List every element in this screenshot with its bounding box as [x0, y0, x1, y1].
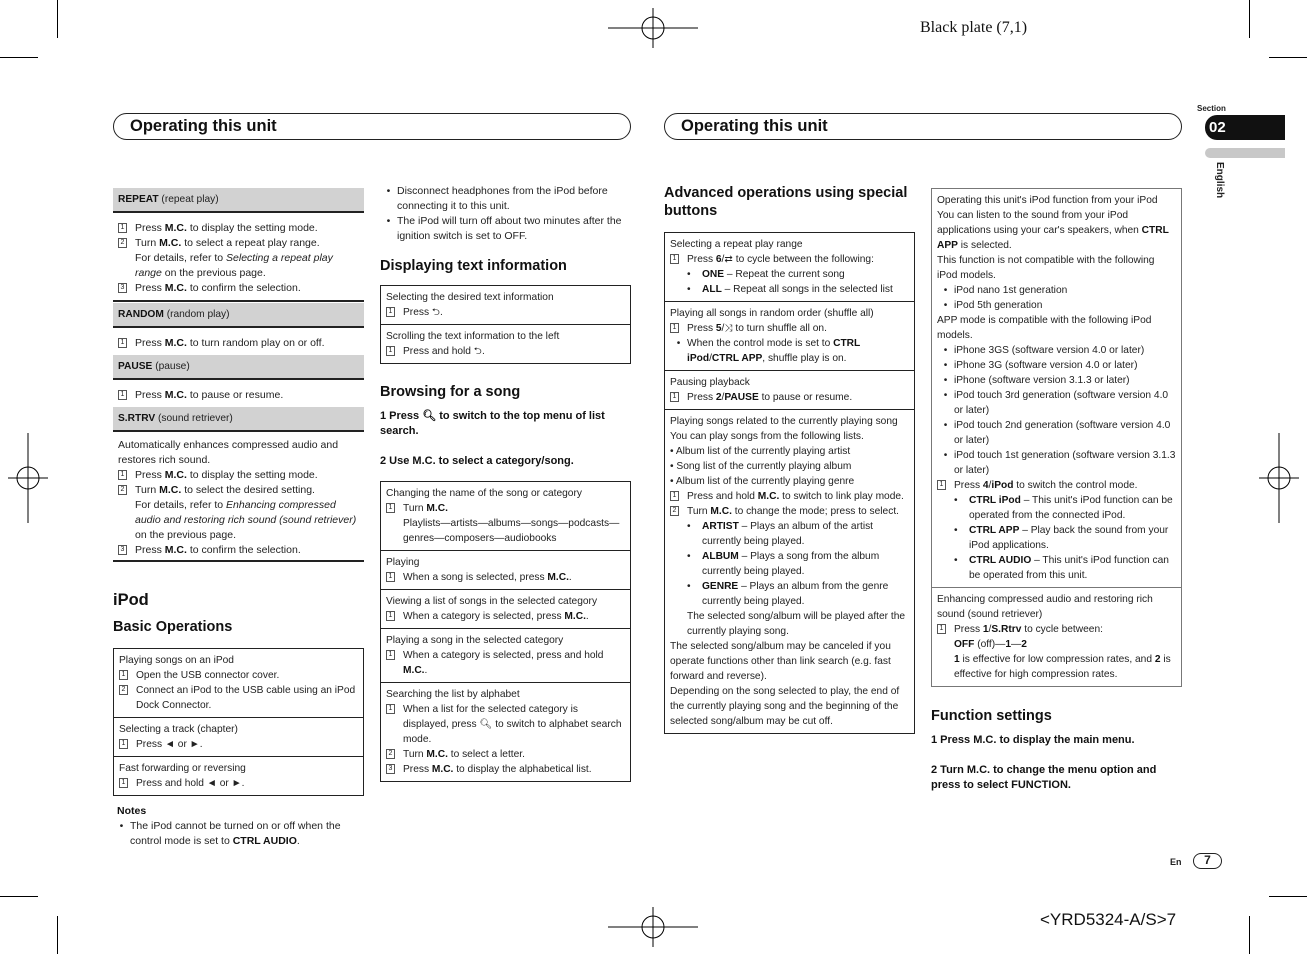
search-icon: 🔍︎: [422, 410, 437, 422]
section-tab: [1205, 115, 1285, 140]
section-number: 02: [1209, 119, 1226, 136]
table-row: Selecting a track (chapter) 1 Press ◄ or ►.: [114, 718, 363, 757]
function-settings-title: Function settings: [931, 708, 1052, 724]
display-table: [380, 285, 631, 364]
page-language-code: En: [1170, 857, 1182, 867]
crop-mark: [0, 896, 38, 897]
search-icon: 🔍︎: [479, 719, 493, 730]
registration-mark-icon: [8, 433, 48, 523]
table-row: Playing songs on an iPod 1 Open the USB connector cover. 2 Connect an iPod to the USB cable using an iPod Dock Connector.: [114, 649, 363, 718]
random-block: RANDOM (random play) 1 Press M.C. to turn random play on or off.: [113, 303, 364, 355]
table-row: Playing songs related to the currently playing song You can play songs from the following lists. • Album list of the currently playing artist • Song list of the currently playing album • Album list of the currently playing genre 1 Press and hold M.C. to switch to link play mode. 2 Turn M.C. to change the mode; press to select. • ARTIST – Plays an album of the artist currently being played. • ALBUM – Plays a song from the album currently being played. • GENRE – Plays an album from the genre currently being played. The selected song/album will be played after the currently playing song. The selected song/album may be canceled if you operate functions other than link search (e.g. fast forward and reverse). Depending on the song selected to play, the end of the currently playing song and the beginning of the selected song/album may be cut off.: [670, 416, 906, 727]
advanced-table: [664, 232, 915, 734]
table-row: Selecting a repeat play range 1 Press 6/⇄ to cycle between the following: • ONE – Repeat the current song • ALL – Repeat all songs in the selected list: [665, 233, 914, 302]
table-row: Scrolling the text information to the left 1 Press and hold ⮌.: [386, 331, 560, 357]
browsing-title: Browsing for a song: [380, 384, 521, 400]
srtrv-block: S.RTRV (sound retriever) Automatically enhances compressed audio and restores rich sound. 1 Press M.C. to display the setting mode. 2 Turn M.C. to select the desired setting. For details, refer to Enhancing compressed audio and restoring rich sound (sound retriever) on the previous page. 3 Press M.C. to confirm the selection.: [113, 407, 364, 562]
right-page-header: [664, 113, 1182, 140]
random-heading: RANDOM (random play): [113, 303, 364, 328]
column-2: [380, 184, 631, 782]
language-label: English: [1214, 162, 1225, 199]
table-row: Playing 1 When a song is selected, press M.C..: [381, 551, 630, 590]
basic-operations-title: Basic Operations: [113, 619, 233, 635]
repeat-block: REPEAT (repeat play) 1 Press M.C. to display the setting mode. 2 Turn M.C. to select a repeat play range. For details, refer to Selecting a repeat play range on the previous page. 3 Press M.C. to confirm the selection.: [113, 188, 364, 302]
repeat-heading: REPEAT (repeat play): [113, 188, 364, 213]
registration-mark-icon: [1259, 433, 1299, 523]
table-row: Playing all songs in random order (shuffle all) 1 Press 5/⤨ to turn shuffle all on. • When the control mode is set to CTRL iPod/CTRL APP, shuffle play is on.: [665, 302, 914, 371]
plate-label: Black plate (7,1): [920, 19, 1028, 36]
table-row: Operating this unit's iPod function from your iPod You can listen to the sound from your iPod applications using your car's speakers, when CTRL APP is selected. This function is not compatible with the following iPod models. • iPod nano 1st generation • iPod 5th generation APP mode is compatible with the following iPod models. • iPhone 3GS (software version 4.0 or later) • iPhone 3G (software version 4.0 or later) • iPhone (software version 3.1.3 or later) • iPod touch 3rd generation (software version 4.0 or later) • iPod touch 2nd generation (software version 4.0 or later) • iPod touch 1st generation (software version 3.1.3 or later) 1 Press 4/iPod to switch the control mode. • CTRL iPod – This unit's iPod function can be operated from the connected iPod. • CTRL APP – Play back the sound from your iPod applications. • CTRL AUDIO – This unit's iPod function can be operated from this unit.: [932, 189, 1181, 588]
table-row: Changing the name of the song or category 1 Turn M.C. Playlists—artists—albums—songs—podcasts—genres—composers—audiobooks: [381, 482, 630, 551]
registration-mark-icon: [608, 907, 698, 947]
table-row: Enhancing compressed audio and restoring rich sound (sound retriever) 1 Press 1/S.Rtrv to cycle between: OFF (off)—1—2 1 is effective for low compression rates, and 2 is effective for high compression rates.: [937, 594, 1171, 680]
table-row: Selecting the desired text information 1 Press ⮌.: [381, 286, 630, 325]
crop-mark: [1249, 0, 1250, 38]
function-step-1: 1 Press M.C. to display the main menu.: [931, 734, 1135, 746]
section-label: Section: [1197, 104, 1226, 113]
column-1: [113, 188, 364, 849]
crop-mark: [57, 916, 58, 954]
list-item: • The iPod will turn off about two minutes after the ignition switch is set to OFF.: [386, 215, 622, 242]
advanced-operations-title: Advanced operations using special buttons: [664, 185, 908, 219]
crop-mark: [1269, 896, 1307, 897]
crop-mark: [1269, 57, 1307, 58]
table-row: Searching the list by alphabet 1 When a list for the selected category is displayed, press 🔍︎ to switch to alphabet search mode. 2 Turn M.C. to select a letter. 3 Press M.C. to display the alphabetical list.: [386, 689, 622, 775]
pause-block: PAUSE (pause) 1 Press M.C. to pause or resume.: [113, 355, 364, 407]
basic-operations-table: [113, 648, 364, 796]
table-row: Playing a song in the selected category 1 When a category is selected, press and hold M.C..: [381, 629, 630, 683]
browse-table: [380, 481, 631, 782]
table-row: Fast forwarding or reversing 1 Press and hold ◄ or ►.: [119, 763, 246, 789]
page-number: 7: [1193, 853, 1222, 869]
displaying-text-title: Displaying text information: [380, 258, 567, 274]
pause-heading: PAUSE (pause): [113, 355, 364, 380]
srtrv-heading: S.RTRV (sound retriever): [113, 407, 364, 432]
ipod-title: iPod: [113, 591, 149, 609]
crop-mark: [1249, 916, 1250, 954]
left-page-header: [113, 113, 631, 140]
table-row: Viewing a list of songs in the selected category 1 When a category is selected, press M.C..: [381, 590, 630, 629]
browse-step-2: 2 Use M.C. to select a category/song.: [380, 455, 574, 467]
left-header-title: Operating this unit: [130, 117, 277, 135]
table-row: Pausing playback 1 Press 2/PAUSE to pause or resume.: [665, 371, 914, 410]
crop-mark: [57, 0, 58, 38]
browse-step-1: 1 Press 🔍︎ to switch to the top menu of list search.: [380, 410, 605, 437]
note-item: • The iPod cannot be turned on or off when the control mode is set to CTRL AUDIO.: [119, 820, 341, 847]
document-code: <YRD5324-A/S>7: [1040, 910, 1177, 929]
function-step-2: 2 Turn M.C. to change the menu option and press to select FUNCTION.: [931, 764, 1157, 791]
crop-mark: [0, 57, 38, 58]
list-item: • Disconnect headphones from the iPod before connecting it to this unit.: [386, 185, 608, 212]
ipod-function-table: [931, 188, 1182, 687]
notes-title: Notes: [117, 805, 147, 817]
column-3: [664, 184, 915, 734]
right-header-title: Operating this unit: [681, 117, 828, 135]
column-4: [931, 188, 1182, 793]
registration-mark-icon: [608, 8, 698, 48]
language-bar: [1205, 148, 1285, 158]
